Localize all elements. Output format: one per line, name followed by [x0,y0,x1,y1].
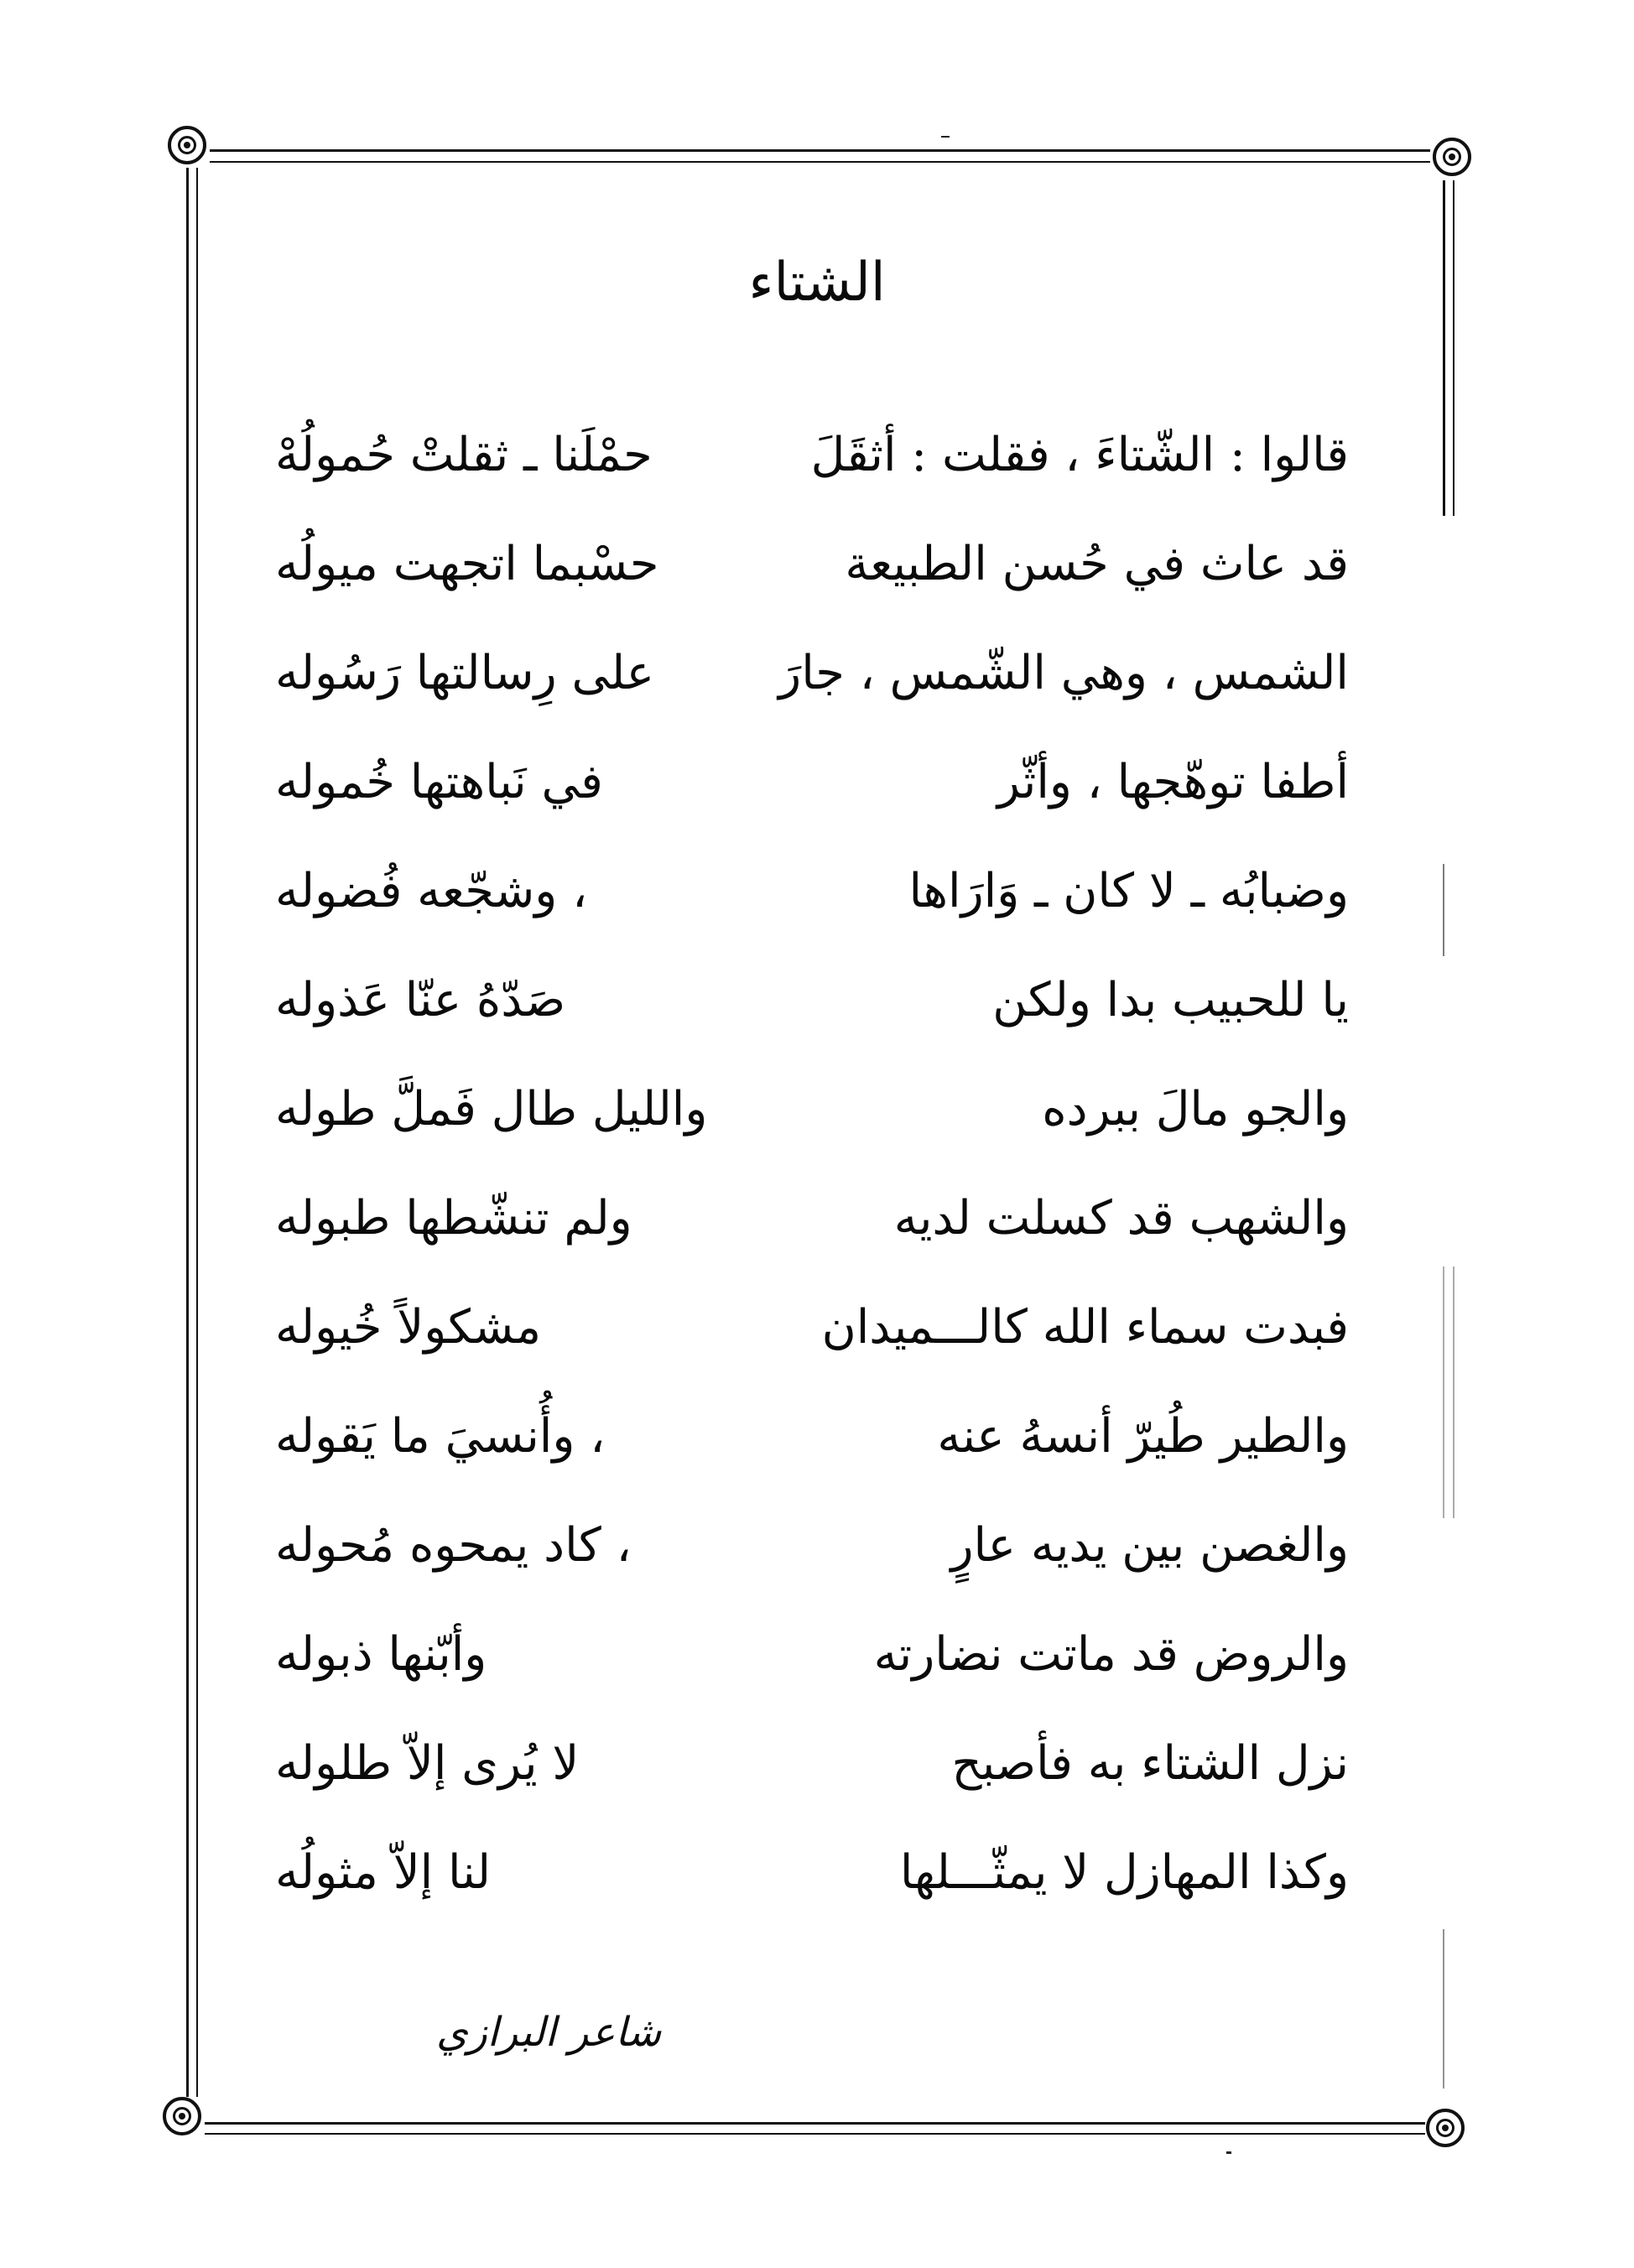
bottom-right-ornament-icon [1426,2109,1465,2147]
verse-6 [275,946,1349,1055]
verse-right-hemistich: والجو مالَ ببرده [1042,1082,1349,1137]
verse-right-hemistich: فبدت سماء الله كالـــميدان [821,1300,1349,1355]
poet-signature: شاعر البرازي [436,2009,662,2056]
verse-9 [275,1273,1349,1382]
right-rule-fragment-2 [1443,1267,1444,1518]
verse-left-hemistich: والليل طال فَملَّ طوله [275,1082,708,1137]
verse-left-hemistich: ، وأُنسيَ ما يَقوله [275,1409,606,1464]
verse-2 [275,510,1349,619]
verse-right-hemistich: والشهب قد كسلت لديه [893,1191,1349,1246]
right-rule-outer [1443,180,1445,516]
verse-left-hemistich: ، كاد يمحوه مُحوله [275,1518,632,1573]
ink-speck [941,136,950,138]
verse-right-hemistich: قالوا : الشّتاءَ ، فقلت : أثقَلَ [810,428,1349,482]
verse-right-hemistich: والروض قد ماتت نضارته [873,1627,1349,1682]
verse-11 [275,1491,1349,1600]
verse-5 [275,837,1349,946]
poem-title: الشتاء [748,252,886,314]
verse-right-hemistich: والطير طُيرّ أنسهُ عنه [937,1409,1349,1464]
verse-right-hemistich: نزل الشتاء به فأصبح [951,1736,1349,1791]
verse-right-hemistich: والغصن بين يديه عارٍ [950,1518,1349,1573]
bottom-left-ornament-icon [163,2097,201,2135]
top-rule-outer [210,149,1430,152]
verse-left-hemistich: في نَباهتها خُموله [275,755,603,809]
verse-left-hemistich: وأبّنها ذبوله [275,1627,487,1682]
verse-1 [275,401,1349,510]
poem-body [275,401,1349,1927]
verse-right-hemistich: وكذا المهازل لا يمثّـــلها [899,1845,1349,1900]
verse-13 [275,1709,1349,1818]
right-rule-fragment-1 [1443,864,1444,956]
bottom-rule-inner [205,2133,1425,2135]
verse-3 [275,619,1349,728]
verse-left-hemistich: لنا إلاّ مثولُه [275,1845,492,1900]
verse-left-hemistich: مشكولاً خُيوله [275,1300,542,1355]
verse-4 [275,728,1349,837]
verse-7 [275,1055,1349,1164]
right-rule-fragment-3 [1453,1267,1454,1518]
verse-left-hemistich: صَدّهُ عنّا عَذوله [275,973,566,1027]
verse-left-hemistich: على رِسالتها رَسُوله [275,646,655,700]
verse-left-hemistich: حمْلَنا ـ ثقلتْ حُمولُهْ [275,428,653,482]
verse-left-hemistich: حسْبما اتجهت ميولُه [275,537,659,591]
verse-right-hemistich: وضبابُه ـ لا كان ـ وَارَاها [908,864,1349,918]
verse-right-hemistich: قد عاث في حُسن الطبيعة [845,537,1349,591]
verse-left-hemistich: ولم تنشّطها طبوله [275,1191,632,1246]
bottom-rule-outer [205,2122,1425,2125]
left-rule-inner [196,168,198,2097]
left-rule-outer [186,168,189,2097]
verse-10 [275,1382,1349,1491]
verse-left-hemistich: لا يُرى إلاّ طلوله [275,1736,580,1791]
verse-left-hemistich: ، وشجّعه فُضوله [275,864,588,918]
verse-right-hemistich: الشمس ، وهي الشّمس ، جارَ [778,646,1349,700]
top-right-ornament-icon [1433,138,1471,176]
verse-right-hemistich: أطفا توهّجها ، وأثّر [997,755,1349,809]
top-left-ornament-icon [168,126,206,164]
verse-12 [275,1600,1349,1709]
verse-right-hemistich: يا للحبيب بدا ولكن [992,973,1349,1027]
right-rule-fragment-4 [1443,1929,1444,2089]
top-rule-inner [210,161,1430,163]
right-rule-inner [1453,180,1454,516]
ink-speck [1226,2151,1231,2154]
verse-8 [275,1164,1349,1273]
verse-14 [275,1818,1349,1927]
